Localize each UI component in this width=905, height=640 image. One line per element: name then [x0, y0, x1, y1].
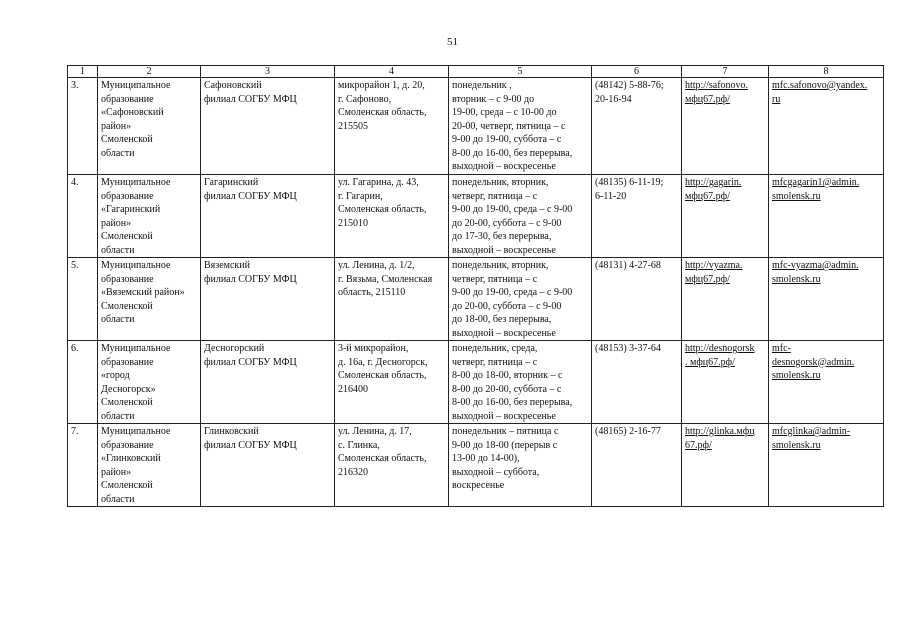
schedule-cell — [449, 175, 592, 258]
header-cell-1: 1 — [68, 66, 98, 78]
website-line[interactable]: . мфц67.рф/ — [685, 356, 735, 368]
branch-line: филиал СОГБУ МФЦ — [204, 190, 297, 202]
municipality-line: «Гагаринский — [101, 204, 161, 215]
municipality-line: «Глинковский — [101, 453, 161, 464]
email-line[interactable]: mfc- — [772, 343, 791, 354]
municipality-cell — [98, 424, 201, 507]
phone-line: (48153) 3-37-64 — [595, 343, 661, 354]
schedule-line: воскресенье — [452, 480, 505, 491]
branch-line: филиал СОГБУ МФЦ — [204, 273, 297, 285]
website-line[interactable]: http://safonovo. — [685, 80, 749, 91]
row-number-cell: 4. — [68, 175, 98, 258]
phone-cell — [592, 175, 682, 258]
address-line: Смоленская область, — [338, 204, 427, 215]
phone-cell — [592, 341, 682, 424]
website-cell[interactable] — [682, 341, 769, 424]
municipality-line: Муниципальное — [101, 177, 171, 188]
website-line[interactable]: мфц67.рф/ — [685, 93, 730, 105]
branch-line: филиал СОГБУ МФЦ — [204, 439, 297, 451]
branch-name-cell — [201, 424, 335, 507]
row-number-cell: 7. — [68, 424, 98, 507]
schedule-line: четверг, пятница – с — [452, 190, 538, 202]
municipality-line: Десногорск» — [101, 383, 156, 395]
website-cell[interactable] — [682, 78, 769, 175]
municipality-line: Муниципальное — [101, 426, 171, 437]
address-line: Смоленская область, — [338, 370, 427, 381]
email-line[interactable]: ru — [772, 93, 781, 105]
municipality-cell — [98, 341, 201, 424]
municipality-line: район» — [101, 217, 132, 229]
schedule-cell — [449, 341, 592, 424]
branch-name-cell — [201, 175, 335, 258]
email-cell[interactable] — [769, 78, 884, 175]
schedule-line: четверг, пятница – с — [452, 356, 538, 368]
schedule-line: понедельник – пятница с — [452, 426, 559, 437]
municipality-cell — [98, 175, 201, 258]
website-line[interactable]: http://gagarin. — [685, 177, 742, 188]
email-line[interactable]: smolensk.ru — [772, 370, 821, 381]
email-cell[interactable] — [769, 258, 884, 341]
municipality-line: области — [101, 314, 135, 325]
address-line: область, 215110 — [338, 287, 406, 298]
header-cell-2: 2 — [98, 66, 201, 78]
schedule-line: понедельник, среда, — [452, 343, 538, 354]
schedule-line: вторник – с 9-00 до — [452, 93, 535, 105]
email-cell[interactable] — [769, 341, 884, 424]
website-line[interactable]: 67.рф/ — [685, 439, 712, 451]
page-number: 51 — [447, 36, 458, 48]
email-line[interactable]: mfcglinka@admin- — [772, 426, 851, 437]
schedule-line: понедельник, вторник, — [452, 177, 549, 188]
branch-name-cell — [201, 78, 335, 175]
address-line: с. Глинка, — [338, 439, 380, 451]
phone-line: (48131) 4-27-68 — [595, 260, 661, 271]
address-line: ул. Ленина, д. 1/2, — [338, 260, 415, 271]
municipality-line: «Сафоновский — [101, 107, 164, 118]
municipality-line: образование — [101, 93, 154, 105]
header-cell-5: 5 — [449, 66, 592, 78]
schedule-cell — [449, 424, 592, 507]
schedule-line: до 20-00, суббота – с 9-00 — [452, 217, 562, 229]
schedule-line: до 18-00, без перерыва, — [452, 314, 552, 325]
branch-line: Глинковский — [204, 426, 259, 437]
municipality-line: Смоленской — [101, 231, 153, 242]
schedule-line: понедельник, вторник, — [452, 260, 549, 271]
schedule-line: 8-00 до 16-00, без перерыва, — [452, 147, 573, 159]
table-row — [68, 175, 884, 258]
schedule-cell — [449, 78, 592, 175]
address-line: 215010 — [338, 217, 368, 229]
municipality-line: Муниципальное — [101, 80, 171, 91]
schedule-line: выходной – воскресенье — [452, 161, 556, 172]
website-line[interactable]: http://glinka.мфц — [685, 426, 755, 437]
schedule-line: выходной – суббота, — [452, 466, 540, 478]
website-line[interactable]: мфц67.рф/ — [685, 273, 730, 285]
website-line[interactable]: http://vyazma. — [685, 260, 743, 271]
address-cell — [335, 78, 449, 175]
schedule-line: 8-00 до 20-00, суббота – с — [452, 383, 562, 395]
phone-cell — [592, 78, 682, 175]
table-row — [68, 258, 884, 341]
schedule-line: 9-00 до 18-00 (перерыв с — [452, 439, 558, 451]
address-line: Смоленская область, — [338, 453, 427, 464]
municipality-line: образование — [101, 190, 154, 202]
row-number-cell: 3. — [68, 78, 98, 175]
municipality-line: области — [101, 410, 135, 422]
address-line: ул. Гагарина, д. 43, — [338, 177, 419, 188]
phone-cell — [592, 424, 682, 507]
municipality-line: Смоленской — [101, 397, 153, 408]
municipality-cell — [98, 78, 201, 175]
schedule-line: выходной – воскресенье — [452, 410, 556, 422]
schedule-line: 20-00, четверг, пятница – с — [452, 120, 566, 132]
branch-name-cell — [201, 341, 335, 424]
email-line[interactable]: desnogorsk@admin. — [772, 356, 855, 368]
email-line[interactable]: smolensk.ru — [772, 273, 821, 285]
schedule-line: 8-00 до 16-00, без перерыва, — [452, 397, 573, 408]
header-cell-6: 6 — [592, 66, 682, 78]
schedule-line: до 17-30, без перерыва, — [452, 231, 552, 242]
municipality-line: Муниципальное — [101, 260, 171, 271]
municipality-line: области — [101, 493, 135, 505]
branch-line: Вяземский — [204, 260, 250, 271]
mfc-branches-table — [67, 65, 884, 507]
municipality-line: район» — [101, 466, 132, 478]
municipality-cell — [98, 258, 201, 341]
header-cell-7: 7 — [682, 66, 769, 78]
municipality-line: Смоленской — [101, 134, 153, 145]
row-number-cell: 5. — [68, 258, 98, 341]
address-line: 3-й микрорайон, — [338, 343, 409, 354]
schedule-line: четверг, пятница – с — [452, 273, 538, 285]
address-line: д. 16а, г. Десногорск, — [338, 356, 428, 368]
address-line: микрорайон 1, д. 20, — [338, 80, 425, 91]
branch-line: филиал СОГБУ МФЦ — [204, 356, 297, 368]
municipality-line: Муниципальное — [101, 343, 171, 354]
schedule-cell — [449, 258, 592, 341]
branch-line: Сафоновский — [204, 80, 262, 91]
municipality-line: области — [101, 147, 135, 159]
address-line: Смоленская область, — [338, 107, 427, 118]
municipality-line: «город — [101, 370, 130, 381]
branch-line: филиал СОГБУ МФЦ — [204, 93, 297, 105]
email-line[interactable]: mfcgagarin1@admin. — [772, 177, 860, 188]
email-cell[interactable] — [769, 424, 884, 507]
email-cell[interactable] — [769, 175, 884, 258]
phone-line: 6-11-20 — [595, 190, 627, 202]
header-cell-8: 8 — [769, 66, 884, 78]
schedule-line: 8-00 до 18-00, вторник – с — [452, 370, 563, 381]
schedule-line: выходной – воскресенье — [452, 244, 556, 256]
schedule-line: выходной – воскресенье — [452, 327, 556, 339]
address-line: 216320 — [338, 466, 368, 478]
municipality-line: «Вяземский район» — [101, 287, 185, 298]
email-line[interactable]: mfc.safonovo@yandex. — [772, 80, 868, 91]
website-line[interactable]: мфц67.рф/ — [685, 190, 730, 202]
schedule-line: 9-00 до 19-00, среда – с 9-00 — [452, 204, 573, 215]
schedule-line: 19-00, среда – с 10-00 до — [452, 107, 557, 118]
schedule-line: 13-00 до 14-00), — [452, 453, 520, 464]
email-line[interactable]: smolensk.ru — [772, 439, 821, 451]
email-line[interactable]: smolensk.ru — [772, 190, 821, 202]
phone-line: 20-16-94 — [595, 93, 632, 105]
schedule-line: 9-00 до 19-00, среда – с 9-00 — [452, 287, 573, 298]
table-row — [68, 341, 884, 424]
municipality-line: образование — [101, 439, 154, 451]
municipality-line: области — [101, 244, 135, 256]
municipality-line: Смоленской — [101, 480, 153, 491]
phone-line: (48165) 2-16-77 — [595, 426, 661, 437]
email-line[interactable]: mfc-vyazma@admin. — [772, 260, 859, 271]
phone-line: (48142) 5-88-76; — [595, 80, 664, 91]
header-cell-4: 4 — [335, 66, 449, 78]
address-cell — [335, 175, 449, 258]
address-line: г. Сафоново, — [338, 93, 392, 105]
website-cell[interactable] — [682, 258, 769, 341]
header-row — [68, 66, 884, 78]
address-line: 215505 — [338, 120, 368, 132]
address-line: 216400 — [338, 383, 368, 395]
table-row — [68, 78, 884, 175]
phone-line: (48135) 6-11-19; — [595, 177, 664, 188]
row-number-cell: 6. — [68, 341, 98, 424]
branch-line: Гагаринский — [204, 177, 259, 188]
website-cell[interactable] — [682, 424, 769, 507]
website-line[interactable]: http://desnogorsk — [685, 343, 755, 354]
phone-cell — [592, 258, 682, 341]
municipality-line: Смоленской — [101, 300, 153, 312]
schedule-line: 9-00 до 19-00, суббота – с — [452, 134, 562, 145]
address-line: г. Гагарин, — [338, 190, 383, 202]
branch-name-cell — [201, 258, 335, 341]
address-line: г. Вязьма, Смоленская — [338, 273, 433, 285]
header-cell-3: 3 — [201, 66, 335, 78]
municipality-line: образование — [101, 273, 154, 285]
address-cell — [335, 258, 449, 341]
municipality-line: район» — [101, 120, 132, 132]
table-row — [68, 424, 884, 507]
address-cell — [335, 341, 449, 424]
schedule-line: понедельник , — [452, 80, 512, 91]
website-cell[interactable] — [682, 175, 769, 258]
branch-line: Десногорский — [204, 343, 265, 354]
municipality-line: образование — [101, 356, 154, 368]
address-cell — [335, 424, 449, 507]
address-line: ул. Ленина, д. 17, — [338, 426, 412, 437]
schedule-line: до 20-00, суббота – с 9-00 — [452, 300, 562, 312]
